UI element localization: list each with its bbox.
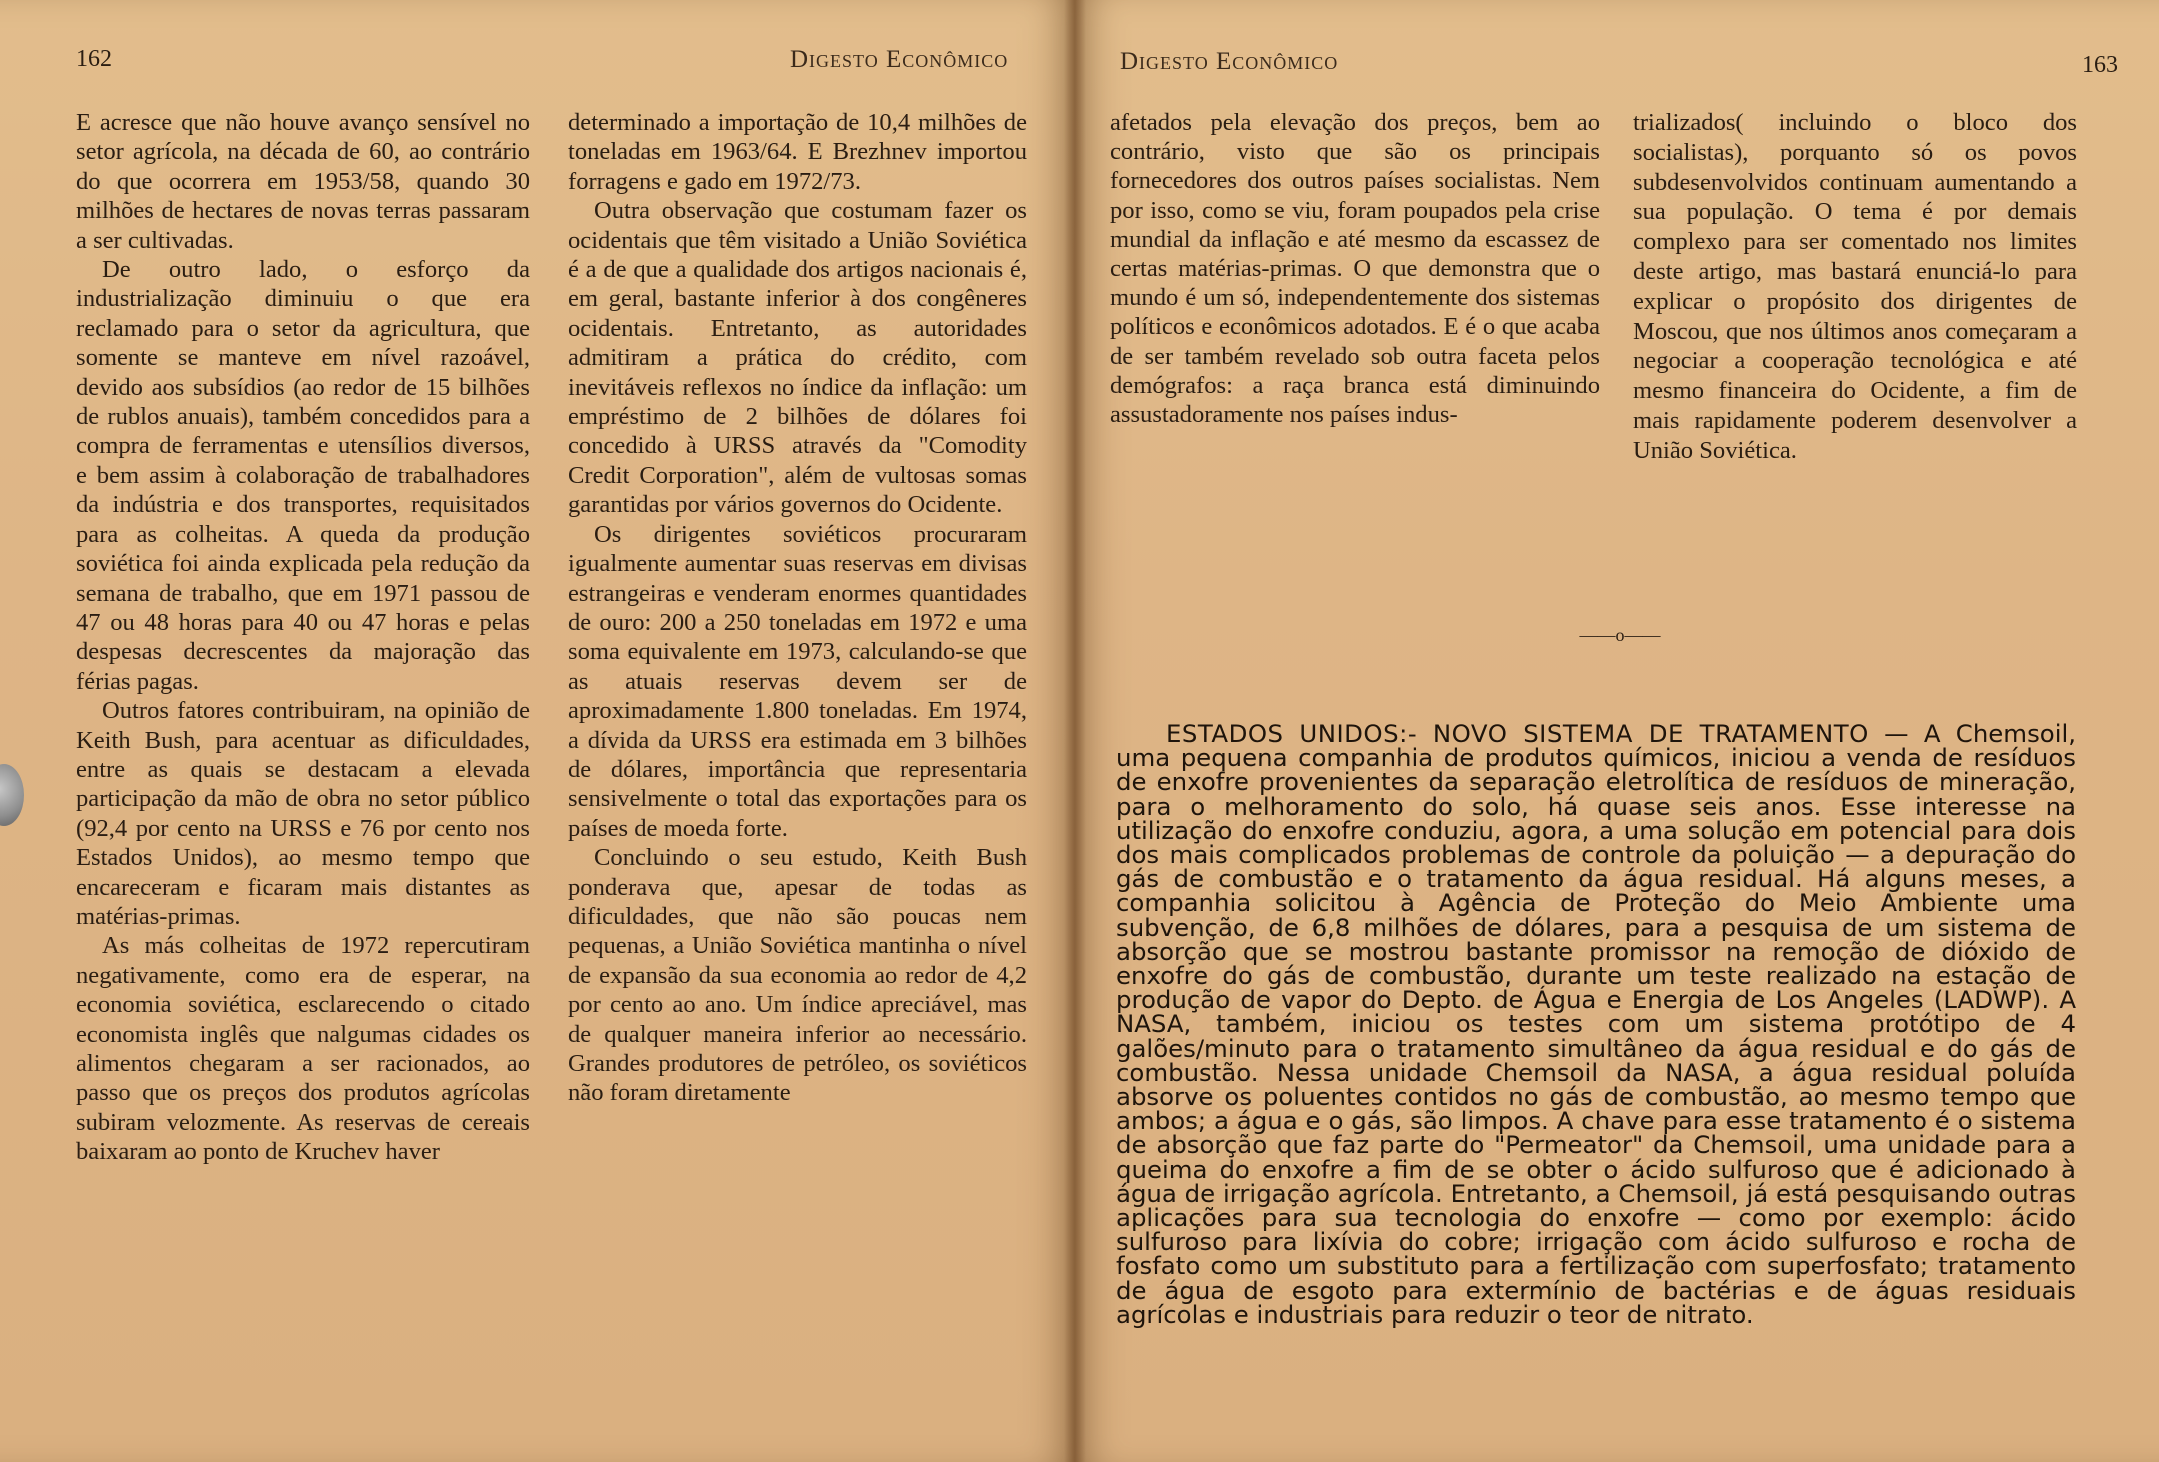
news-headline: ESTADOS UNIDOS:- NOVO SISTEMA DE TRATAMENTO [1166, 719, 1869, 748]
text-column-2 [568, 108, 1027, 1108]
paragraph: trializados( incluindo o bloco dos socialistas), porquanto só os povos subdesenvolvidos continuam aumentando a sua população. O tema é por demais complexo para ser comentado nos limites deste artigo, mas bastará enunciá-lo para explicar o propósito dos dirigentes de Moscou, que nos últimos anos começaram a negociar a cooperação tecnológica e até mesmo financeira do Ocidente, a fim de mais rapidamente poderem desenvolver a União Soviética. [1633, 109, 2077, 464]
page-number: 163 [2082, 52, 2118, 78]
running-head: Digesto Econômico [790, 46, 1009, 73]
thumb-index-tab [0, 764, 24, 826]
paragraph: Os dirigentes soviéticos procuraram igualmente aumentar suas reservas em divisas estrangeiras e venderam enormes quantidades de ouro: 200 a 250 toneladas em 1972 e uma soma equivalente em 1973, calculando-se que as atuais reservas devem ser de aproximadamente 1.800 toneladas. Em 1974, a dívida da URSS era estimada em 3 bilhões de dólares, importância que representaria sensivelmente o total das exportações para os países de moeda forte. [568, 520, 1027, 842]
running-head: Digesto Econômico [1120, 48, 1339, 75]
paragraph: Outra observação que costumam fazer os ocidentais que têm visitado a União Soviética é a de que a qualidade dos artigos nacionais é, em geral, bastante inferior à dos congêneres ocidentais. Entretanto, as autoridades admitiram a prática do crédito, com inevitáveis reflexos no índice da inflação: um empréstimo de 2 bilhões de dólares foi concedido à URSS através da "Comodity Credit Corporation", além de vultosas somas garantidas por vários governos do Ocidente. [568, 197, 1027, 519]
left-page [0, 0, 1074, 1462]
paragraph: Outros fatores contribuiram, na opinião de Keith Bush, para acentuar as dificuldades, entre as quais se destacam a elevada participação da mão de obra no setor público (92,4 por cento na URSS e 76 por cento nos Estados Unidos), ao mesmo tempo que encareceram e ficaram mais distantes as matérias-primas. [76, 697, 530, 930]
paragraph: determinado a importação de 10,4 milhões de toneladas em 1963/64. E Brezhnev importou forragens e gado em 1972/73. [568, 109, 1027, 195]
paragraph: afetados pela elevação dos preços, bem ao contrário, visto que são os principais fornecedores dos outros países socialistas. Nem por isso, como se viu, foram poupados pela crise mundial da inflação e até mesmo da escassez de certas matérias-primas. O que demonstra que o mundo é um só, independentemente dos sistemas políticos e econômicos adotados. E é o que acaba de ser também revelado sob outra faceta pelos demógrafos: a raça branca está diminuindo assustadoramente nos países indus- [1110, 109, 1600, 429]
text-column-1 [76, 108, 530, 1167]
paragraph: As más colheitas de 1972 repercutiram negativamente, como era de esperar, na economia soviética, esclarecendo o citado economista inglês que nalgumas cidades os alimentos chegaram a ser racionados, ao passo que os preços dos produtos agrícolas subiram velozmente. As reservas de cereais baixaram ao ponto de Kruchev haver [76, 932, 530, 1166]
book-gutter [1064, 0, 1086, 1462]
text-column-4 [1633, 108, 2077, 466]
paragraph: De outro lado, o esforço da industrialização diminuiu o que era reclamado para o setor da agricultura, que somente se manteve em nível razoável, devido aos subsídios (ao redor de 15 bilhões de rublos anuais), também concedidos para a compra de ferramentas e utensílios diversos, e bem assim à colaboração de trabalhadores da indústria e dos transportes, requisitados para as colheitas. A queda da produção soviética foi ainda explicada pela redução da semana de trabalho, que em 1971 passou de 47 ou 48 horas para 40 ou 47 horas e pelas despesas decrescentes da majoração das férias pagas. [76, 256, 530, 695]
news-body: — A Chemsoil, uma pequena companhia de produtos químicos, iniciou a venda de resíduos de enxofre provenientes da separação eletrolítica de resíduos de mineração, para o melhoramento do solo, há quase seis anos. Esse interesse na utilização do enxofre conduziu, agora, a uma solução em potencial para dois dos mais complicados problemas de controle da poluição — a depuração do gás de combustão e o tratamento da água residual. Há alguns meses, a companhia solicitou à Agência de Proteção do Meio Ambiente uma subvenção, de 6,8 milhões de dólares, para a pesquisa de um sistema de absorção que se mostrou bastante promissor na remoção de dióxido de enxofre do gás de combustão, durante um teste realizado na estação de produção de vapor do Depto. de Água e Energia de Los Angeles (LADWP). A NASA, também, iniciou os testes com um sistema protótipo de 4 galões/minuto para o tratamento simultâneo da água residual e do gás de combustão. Nessa unidade Chemsoil da NASA, a água residual poluída absorve os poluentes contidos no gás de combustão, ao mesmo tempo que ambos; a água e o gás, são limpos. A chave para esse tratamento é o sistema de absorção que faz parte do "Permeator" da Chemsoil, uma unidade para a queima do enxofre a fim de se obter o ácido sulfuroso que é adicionado à água de irrigação agrícola. Entretanto, a Chemsoil, já está pesquisando outras aplicações para sua tecnologia do enxofre — como por exemplo: ácido sulfuroso para lixívia do cobre; irrigação com ácido sulfuroso e rocha de fosfato como um substituto para a fertilização com superfosfato; tratamento de água de esgoto para extermínio de bactérias e de águas residuais agrícolas e industriais para reduzir o teor de nitrato. [1116, 719, 2077, 1329]
section-separator: ——o—— [1579, 625, 1661, 645]
paragraph: E acresce que não houve avanço sensível no setor agrícola, na década de 60, ao contrário do que ocorrera em 1953/58, quando 30 milhões de hectares de novas terras passaram a ser cultivadas. [76, 109, 530, 254]
page-number: 162 [76, 46, 112, 72]
text-column-3 [1110, 108, 1600, 429]
news-item [1116, 719, 2077, 1329]
paragraph: Concluindo o seu estudo, Keith Bush ponderava que, apesar de todas as dificuldades, que não são poucas nem pequenas, a União Soviética mantinha o nível de expansão da sua economia ao redor de 4,2 por cento ao ano. Um índice apreciável, mas de qualquer maneira inferior ao necessário. Grandes produtores de petróleo, os soviéticos não foram diretamente [568, 844, 1027, 1107]
